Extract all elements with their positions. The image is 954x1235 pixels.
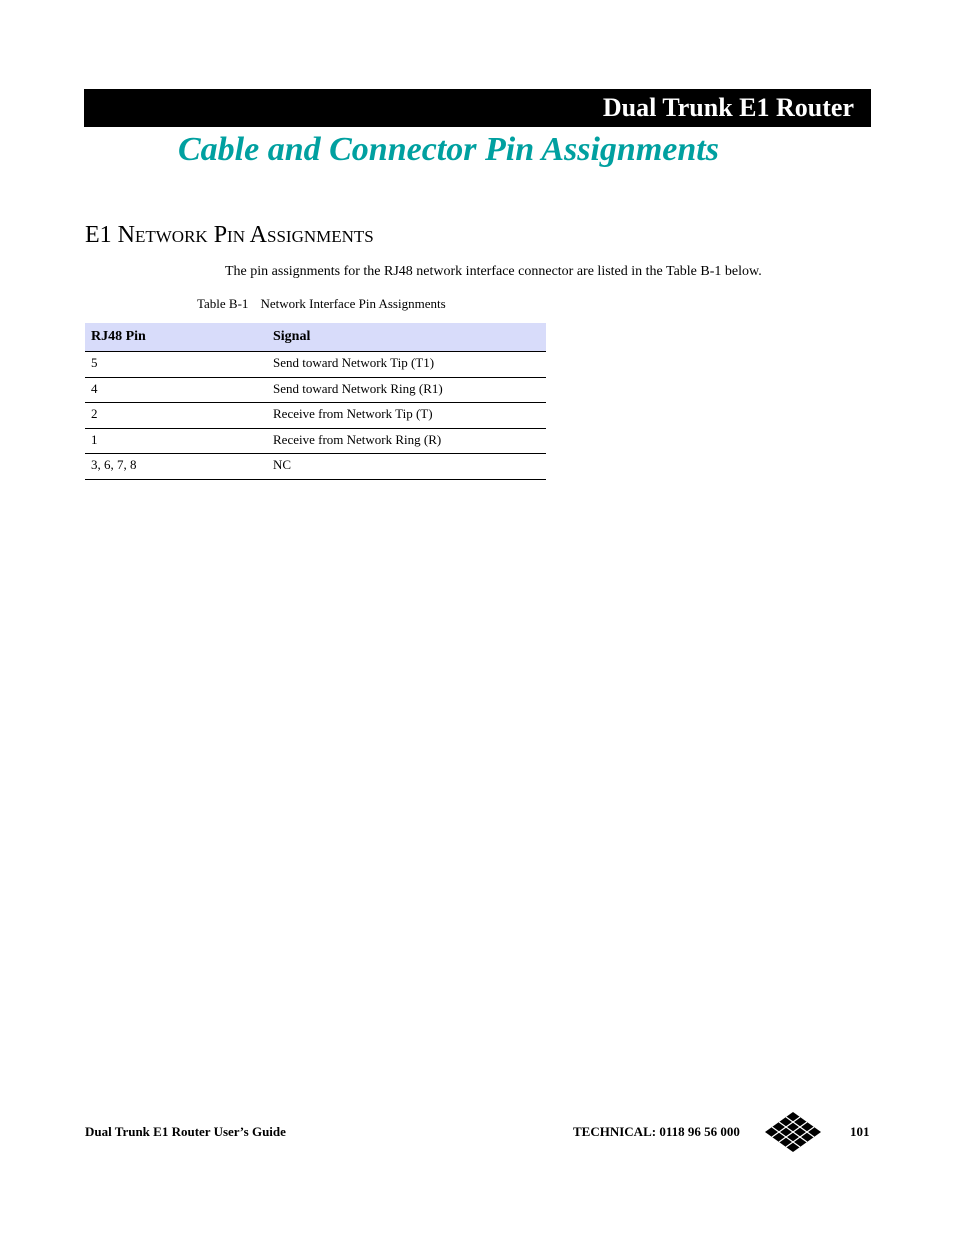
- signal-cell: Receive from Network Tip (T): [267, 403, 546, 429]
- pin-cell: 4: [85, 377, 267, 403]
- column-header-signal: Signal: [267, 323, 546, 352]
- table-row: [85, 352, 546, 378]
- pin-cell: 2: [85, 403, 267, 429]
- table-row: [85, 454, 546, 480]
- signal-cell: Receive from Network Ring (R): [267, 428, 546, 454]
- header-title: Dual Trunk E1 Router: [602, 93, 854, 122]
- pin-cell: 5: [85, 352, 267, 378]
- table-caption-number: Table B-1: [197, 296, 249, 311]
- chapter-title: Cable and Connector Pin Assignments: [178, 131, 719, 168]
- intro-paragraph: The pin assignments for the RJ48 network interface connector are listed in the Table B-1 below.: [225, 264, 762, 279]
- signal-cell: Send toward Network Ring (R1): [267, 377, 546, 403]
- column-header-pin: RJ48 Pin: [85, 323, 267, 352]
- signal-cell: Send toward Network Tip (T1): [267, 352, 546, 378]
- table-caption: [197, 296, 446, 312]
- pin-cell: 3, 6, 7, 8: [85, 454, 267, 480]
- table-row: [85, 377, 546, 403]
- header-bar: [84, 89, 871, 127]
- table-caption-title: Network Interface Pin Assignments: [260, 296, 446, 311]
- table-row: [85, 403, 546, 429]
- table-header-row: [85, 323, 546, 352]
- section-heading: E1 Network Pin Assignments: [85, 222, 374, 248]
- signal-cell: NC: [267, 454, 546, 480]
- pin-cell: 1: [85, 428, 267, 454]
- pin-assignment-table: [85, 323, 546, 480]
- footer-guide-title: Dual Trunk E1 Router User’s Guide: [85, 1124, 286, 1139]
- footer-technical-phone: TECHNICAL: 0118 96 56 000: [573, 1124, 740, 1139]
- diamond-logo-icon: [764, 1111, 822, 1153]
- page-number: 101: [850, 1124, 870, 1139]
- table-row: [85, 428, 546, 454]
